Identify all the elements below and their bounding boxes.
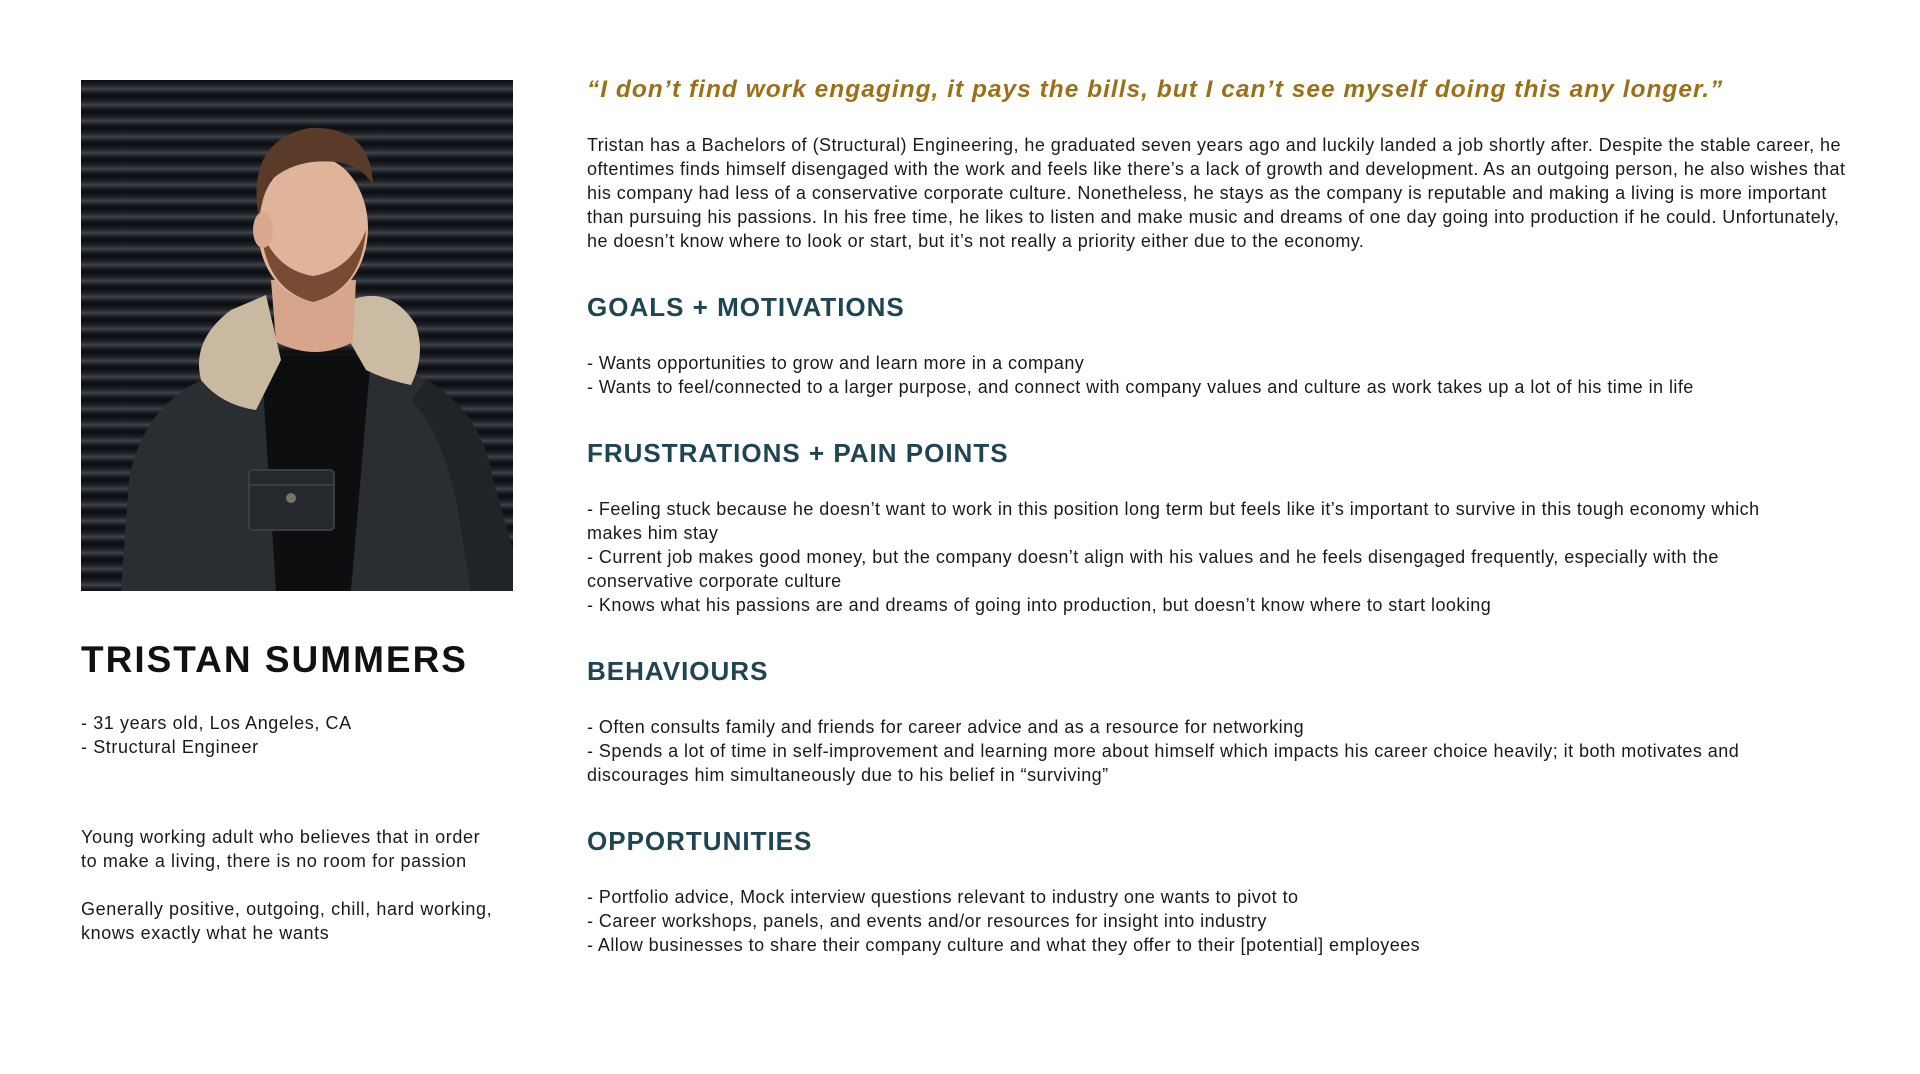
- section-list: [587, 351, 1917, 399]
- persona-intro: Tristan has a Bachelors of (Structural) Engineering, he graduated seven years ago and luckily landed a job shortly after. Despite the stable career, he oftentimes finds himself disengaged with the work and feels like there’s a lack of growth and development. As an outgoing person, he also wishes that his company had less of a conservative corporate culture. Nonetheless, he stays as the company is reputable and making a living is more important than pursuing his passions. In his free time, he likes to listen and make music and dreams of one day going into production if he could. Unfortunately, he doesn’t know where to look or start, but it’s not really a priority either due to the economy.: [587, 135, 1846, 251]
- section-goals: [587, 291, 1907, 399]
- persona-bio-traits: Generally positive, outgoing, chill, hard working, knows exactly what he wants: [81, 899, 493, 943]
- list-item: - Portfolio advice, Mock interview questions relevant to industry one wants to pivot to: [587, 885, 1819, 909]
- section-title: BEHAVIOURS: [587, 656, 769, 686]
- list-item: - Knows what his passions are and dreams of going into production, but doesn’t know where to start looking: [587, 593, 1819, 617]
- list-item: - Allow businesses to share their company culture and what they offer to their [potential] employees: [587, 933, 1819, 957]
- list-item: - Feeling stuck because he doesn’t want to work in this position long term but feels like it’s important to survive in this tough economy which makes him stay: [587, 497, 1819, 545]
- persona-occupation: - Structural Engineer: [81, 737, 259, 757]
- list-item: - Wants to feel/connected to a larger purpose, and connect with company values and culture as work takes up a lot of his time in life: [587, 375, 1917, 399]
- section-list: [587, 885, 1819, 957]
- section-title: OPPORTUNITIES: [587, 826, 813, 856]
- section-list: [587, 715, 1819, 787]
- man-in-denim-jacket-illustration: [81, 80, 513, 591]
- list-item: - Wants opportunities to grow and learn more in a company: [587, 351, 1917, 375]
- list-item: - Current job makes good money, but the company doesn’t align with his values and he feels disengaged frequently, especially with the conservative corporate culture: [587, 545, 1819, 593]
- list-item: - Career workshops, panels, and events and/or resources for insight into industry: [587, 909, 1819, 933]
- section-title: FRUSTRATIONS + PAIN POINTS: [587, 438, 1009, 468]
- list-item: - Spends a lot of time in self-improvement and learning more about himself which impacts his career choice heavily; it both motivates and discourages him simultaneously due to his belief in “surviving”: [587, 739, 1819, 787]
- persona-profile: [81, 80, 513, 969]
- section-title: GOALS + MOTIVATIONS: [587, 292, 905, 322]
- section-frustrations: [587, 437, 1907, 617]
- persona-bio: [81, 825, 501, 945]
- list-item: - Often consults family and friends for career advice and as a resource for networking: [587, 715, 1819, 739]
- persona-age-location: - 31 years old, Los Angeles, CA: [81, 713, 352, 733]
- persona-facts: [81, 711, 513, 759]
- section-opportunities: [587, 825, 1907, 957]
- section-list: [587, 497, 1819, 617]
- section-behaviours: [587, 655, 1907, 787]
- persona-name: TRISTAN SUMMERS: [81, 639, 468, 680]
- persona-bio-belief: Young working adult who believes that in order to make a living, there is no room for passion: [81, 827, 481, 871]
- persona-quote: “I don’t find work engaging, it pays the bills, but I can’t see myself doing this any longer.”: [587, 76, 1724, 103]
- persona-details: [587, 76, 1907, 957]
- persona-photo: [81, 80, 513, 591]
